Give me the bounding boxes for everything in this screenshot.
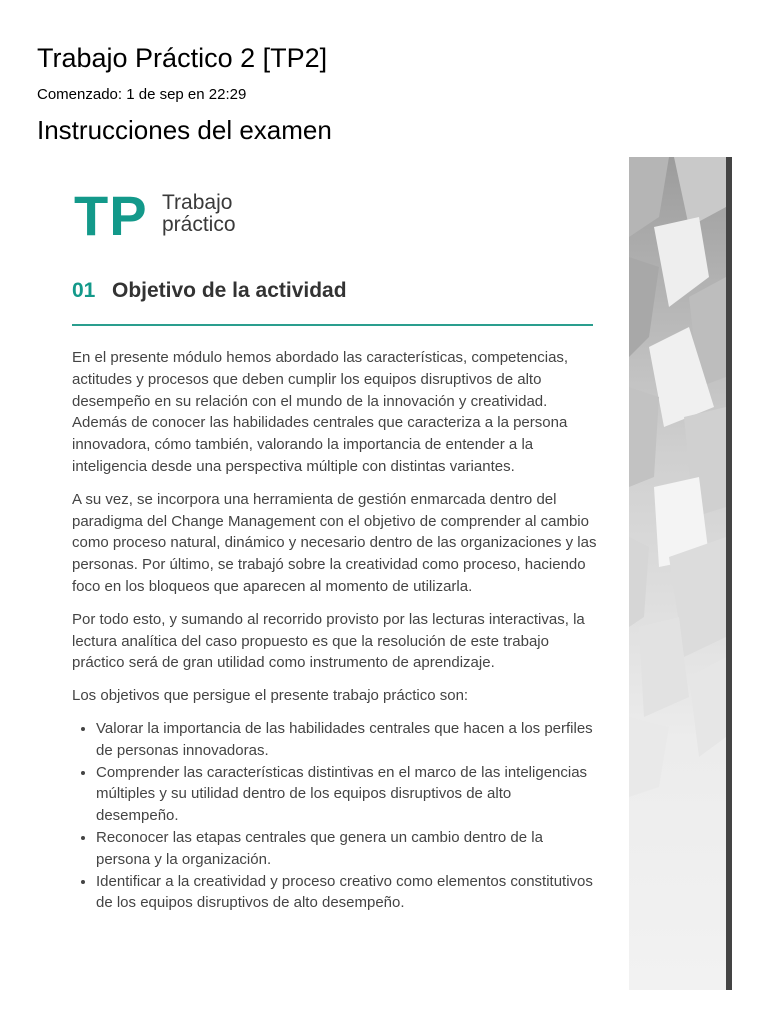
section-title: Objetivo de la actividad xyxy=(112,279,347,302)
paragraph-change-management: A su vez, se incorpora una herramienta de gestión enmarcada dentro del paradigma del Change Management con el objetivo de comprender al cambio como proceso natural, dinámico y necesario dentro de las organizaciones y las personas. Por último, se trabajó sobre la creatividad como proceso, haciendo foco en los bloqueos que aparecen al momento de utilizarla. xyxy=(72,490,597,595)
tp-logo-word-trabajo: Trabajo xyxy=(162,191,233,214)
objective-item: • Comprender las características distintivas en el marco de las inteligencias múltiples y su utilidad dentro de los equipos disruptivos de alto desempeño. xyxy=(96,762,597,827)
objective-item: • Identificar a la creatividad y proceso creativo como elementos constitutivos de los equipos disruptivos de alto desempeño. xyxy=(96,871,597,915)
objectives-list xyxy=(72,718,597,914)
paragraph-intro: En el presente módulo hemos abordado las características, competencias, actitudes y procesos que deben cumplir los equipos disruptivos de alto desempeño en su relación con el mundo de la innovación y creatividad. Además de conocer las habilidades centrales que caracteriza a la persona innovadora, cómo también, valorando la importancia de entender a la inteligencia desde una perspectiva múltiple con distintas variantes. xyxy=(72,349,569,475)
section-number: 01 xyxy=(72,279,96,302)
quiz-title: Trabajo Práctico 2 [TP2] xyxy=(37,43,328,73)
instructions-content-frame xyxy=(37,157,732,990)
started-timestamp: Comenzado: 1 de sep en 22:29 xyxy=(37,86,247,103)
content-scrollbar[interactable] xyxy=(726,157,732,990)
objective-item: • Reconocer las etapas centrales que genera un cambio dentro de la persona y la organización. xyxy=(96,827,597,871)
paragraph-objectives-intro: Los objetivos que persigue el presente trabajo práctico son: xyxy=(72,687,469,705)
decorative-side-image xyxy=(629,157,726,990)
objective-item: • Valorar la importancia de las habilidades centrales que hacen a los perfiles de personas innovadoras. xyxy=(96,718,597,762)
tp-logo-mark: TP xyxy=(74,184,148,247)
instructions-heading: Instrucciones del examen xyxy=(37,115,332,145)
activity-body xyxy=(72,347,597,914)
tp-logo xyxy=(74,184,274,247)
section-header xyxy=(72,278,593,326)
paragraph-summary: Por todo esto, y sumando al recorrido provisto por las lecturas interactivas, la lectura analítica del caso propuesto es que la resolución de este trabajo práctico será de gran utilidad como instrumento de aprendizaje. xyxy=(72,610,585,672)
tp-logo-word-practico: práctico xyxy=(162,213,236,236)
